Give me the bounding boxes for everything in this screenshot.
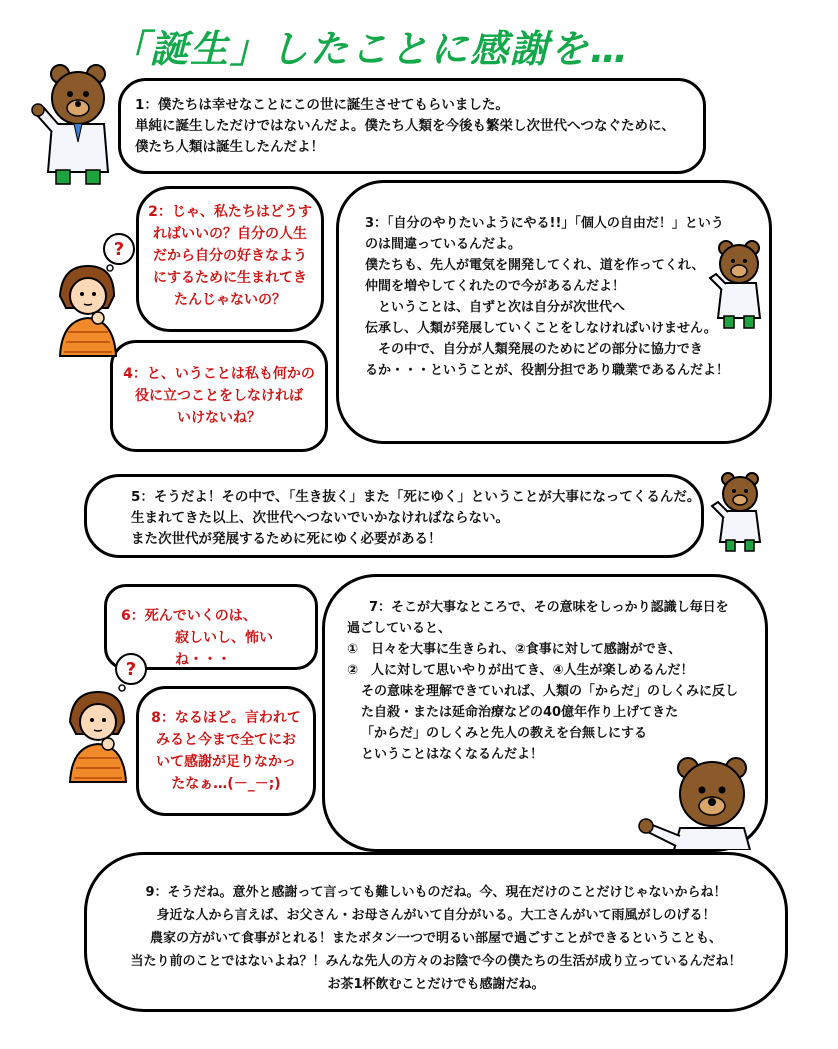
bubble-3-line-2: のは間違っているんだよ。 (365, 237, 522, 252)
girl-thinking-illustration-2 (58, 688, 138, 784)
speech-bubble-5 (84, 474, 704, 558)
bubble-8-line-2: みると今まで全てにお (156, 732, 296, 748)
bubble-6-line-1: 6：死んでいくのは、 (121, 608, 257, 624)
speech-bubble-1 (118, 78, 706, 174)
bubble-2-line-2: ればいいの？自分の人生 (153, 226, 307, 242)
speech-bubble-9 (84, 852, 788, 1012)
bubble-2-line-5: たんじゃないの？ (174, 292, 286, 308)
bubble-8-line-3: いて感謝が足りなかっ (156, 754, 296, 770)
bubble-8-line-1: 8：なるほど。言われて (151, 710, 301, 726)
bubble-4-line-3: いけないね？ (177, 410, 261, 426)
question-thought-bubble-1 (102, 232, 136, 266)
girl-thinking-illustration-1 (48, 262, 128, 358)
page-title: 「誕生」したことに感謝を… (110, 27, 631, 71)
bubble-7-line-1: 7：そこが大事なところで、その意味をしっかり認識し毎日を (369, 600, 729, 615)
bear-doctor-illustration-1 (30, 62, 118, 188)
bubble-7-line-2: 過ごしていると、 (347, 621, 452, 636)
bubble-7-line-8: ということはなくなるんだよ！ (361, 747, 544, 762)
bubble-7-line-5: その意味を理解できていれば、人類の「からだ」のしくみに反し (361, 684, 739, 699)
bubble-5-line-3: また次世代が発展するために死にゆく必要がある！ (131, 531, 442, 547)
bubble-3-line-5: ということは、自ずと次は自分が次世代へ (365, 300, 626, 315)
question-mark-1: ? (113, 239, 125, 260)
bubble-3-line-7: その中で、自分が人類発展のためにどの部分に協力でき (365, 342, 703, 357)
bubble-9-line-5: お茶1杯飲むことだけでも感謝だね。 (327, 977, 545, 992)
bubble-5-line-1: 5：そうだよ！その中で、「生き抜く」また「死にゆく」ということが大事になってくるんだ。 (131, 489, 701, 505)
bubble-7-line-6: た自殺・または延命治療などの40億年作り上げてきた (361, 705, 679, 720)
bubble-9-line-2: 身近な人から言えば、お父さん・お母さんがいて自分がいる。大工さんがいて雨風がしのげる！ (156, 908, 716, 923)
bubble-8-line-4: たなぁ…(－_－;) (171, 776, 281, 792)
speech-bubble-4 (110, 340, 328, 452)
bear-doctor-illustration-3 (710, 470, 768, 554)
bubble-2-line-3: だから自分の好きなよう (153, 248, 307, 264)
bear-doctor-illustration-4 (636, 754, 754, 850)
bear-doctor-illustration-2 (706, 238, 770, 330)
bubble-3-line-8: るか・・・ということが、役割分担であり職業であるんだよ！ (365, 363, 730, 378)
bubble-3-line-3: 僕たちも、先人が電気を開発してくれ、道を作ってくれ、 (365, 258, 705, 273)
bubble-7-line-4: ② 人に対して思いやりが出てき、④人生が楽しめるんだ！ (347, 663, 694, 678)
bubble-9-line-3: 農家の方がいて食事がとれる！またボタン一つで明るい部屋で過ごすことができるということも、 (149, 931, 722, 946)
bubble-4-line-1: 4：と、いうことは私も何かの (123, 366, 315, 382)
bubble-5-line-2: 生まれてきた以上、次世代へつないでいかなければならない。 (131, 510, 509, 526)
bubble-3-line-1: 3：「自分のやりたいようにやる!!」「個人の自由だ！」という (365, 216, 724, 231)
bubble-3-line-4: 仲間を増やしてくれたので今があるんだよ！ (365, 279, 626, 294)
bubble-7-line-7: 「からだ」のしくみと先人の教えを台無しにする (361, 726, 648, 741)
bubble-6-line-2: 寂しいし、怖いね・・・ (175, 630, 273, 668)
speech-bubble-2 (136, 186, 324, 332)
bubble-9-line-4: 当たり前のことではないよね？！みんな先人の方々のお陰で今の僕たちの生活が成り立っているんだね！ (130, 954, 742, 969)
speech-bubble-8 (136, 686, 316, 816)
bubble-2-line-1: 2：じゃ、私たちはどうす (148, 204, 312, 220)
bubble-1-line-1: 1：僕たちは幸せなことにこの世に誕生させてもらいました。 (135, 97, 509, 113)
bubble-1-line-2: 単純に誕生しただけではないんだよ。僕たち人類を今後も繁栄し次世代へつなぐために、 (135, 118, 675, 134)
bubble-9-line-1: 9：そうだね。意外と感謝って言っても難しいものだね。今、現在だけのことだけじゃないからね！ (145, 885, 727, 900)
question-mark-2: ? (125, 659, 137, 680)
bubble-1-line-3: 僕たち人類は誕生したんだよ！ (135, 139, 324, 155)
bubble-2-line-4: にするために生まれてき (153, 270, 307, 286)
bubble-7-line-3: ① 日々を大事に生きられ、②食事に対して感謝ができ、 (347, 642, 682, 657)
bubble-4-line-2: 役に立つことをしなければ (135, 388, 303, 404)
bubble-3-line-6: 伝承し、人類が発展していくことをしなければいけません。 (365, 321, 717, 336)
